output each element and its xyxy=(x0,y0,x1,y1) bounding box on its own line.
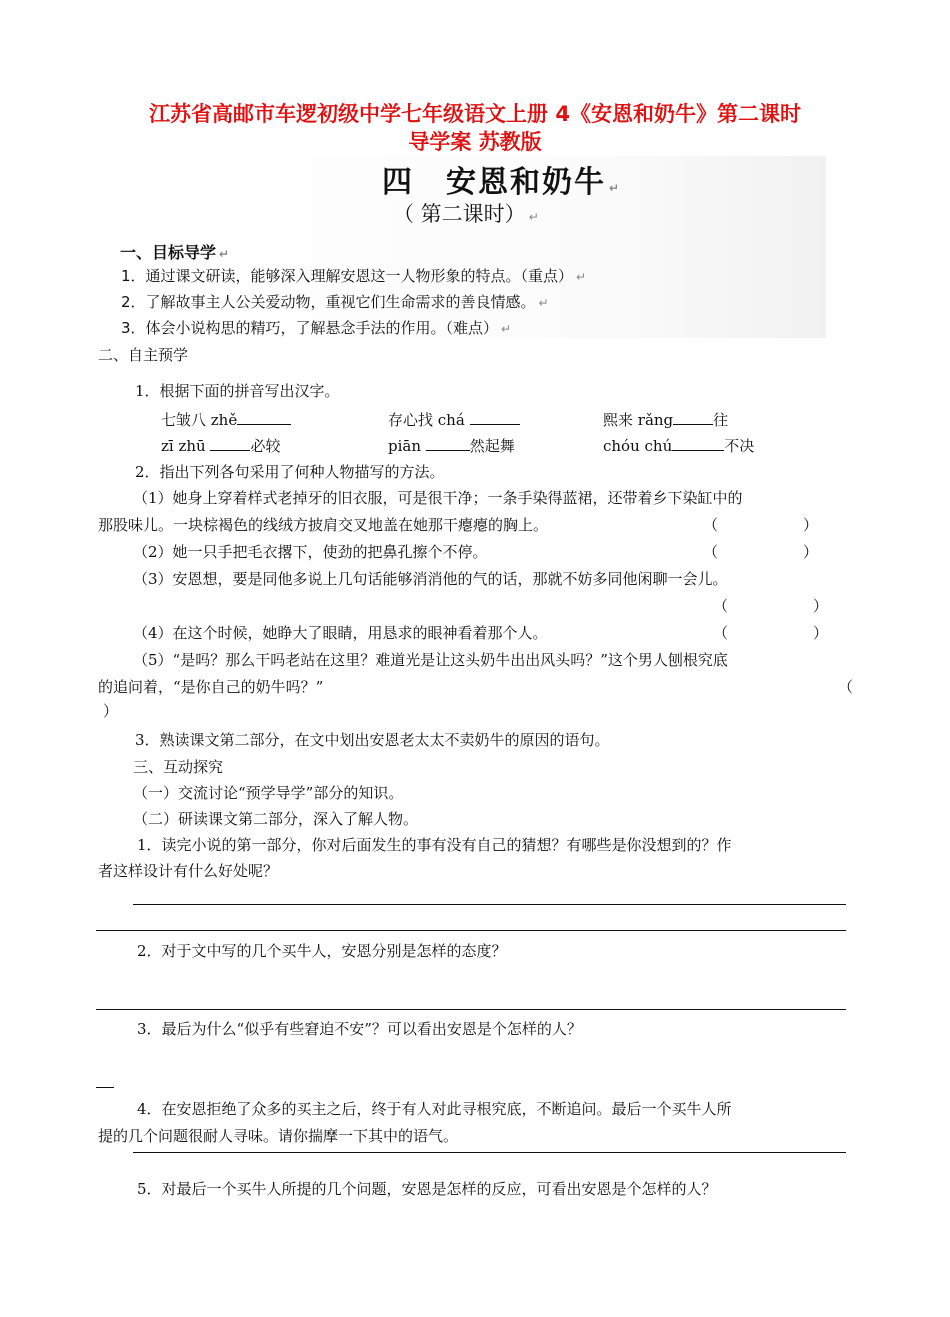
answer-paren-open: （ xyxy=(713,597,729,615)
answer-line xyxy=(96,930,846,931)
pinyin-item: piān 然起舞 xyxy=(388,437,515,455)
pinyin-item: 熙来 rǎng 往 xyxy=(603,411,729,429)
document-title-line-2: 导学案 苏教版 xyxy=(408,130,542,154)
question-prompt: 4．在安恩拒绝了众多的买主之后，终于有人对此寻根究底，不断追问。最后一个买牛人所 xyxy=(137,1100,732,1118)
question-prompt: 2．指出下列各句采用了何种人物描写的方法。 xyxy=(135,463,445,481)
sentence-item: （1）她身上穿着样式老掉牙的旧衣服，可是很干净；一条手染得蓝裙，还带着乡下染缸中的 xyxy=(133,489,743,507)
answer-line xyxy=(133,904,846,905)
question-prompt: 1．读完小说的第一部分，你对后面发生的事有没有自己的猜想？有哪些是你没想到的？作 xyxy=(137,836,732,854)
answer-paren-close: ） xyxy=(813,624,829,642)
answer-paren-open: （ xyxy=(703,516,719,534)
document-title-line-1: 江苏省高邮市车逻初级中学七年级语文上册 4《安恩和奶牛》第二课时 xyxy=(149,102,801,126)
pinyin-item: 七皱八 zhě xyxy=(161,409,291,431)
question-prompt: 2．对于文中写的几个买牛人，安恩分别是怎样的态度？ xyxy=(137,942,507,960)
sentence-item: （3）安恩想，要是同他多说上几句话能够消消他的气的话，那就不妨多同他闲聊一会儿。 xyxy=(133,570,728,588)
sub-heading: （一）交流讨论“预学导学”部分的知识。 xyxy=(133,784,404,802)
sentence-item: （5）“是吗？那么干吗老站在这里？难道光是让这头奶牛出出风头吗？”这个男人刨根究底 xyxy=(133,651,728,669)
sub-heading: （二）研读课文第二部分，深入了解人物。 xyxy=(133,810,419,828)
answer-paren-open: （ xyxy=(703,543,719,561)
sentence-item: （2）她一只手把毛衣撂下，使劲的把鼻孔擦个不停。 xyxy=(133,543,488,561)
section-heading-explore: 三、互动探究 xyxy=(133,758,224,776)
question-prompt: 5．对最后一个买牛人所提的几个问题，安恩是怎样的反应，可看出安恩是个怎样的人？ xyxy=(137,1180,717,1198)
answer-paren-close: ） xyxy=(813,597,829,615)
sentence-item: 的追问着，“是你自己的奶牛吗？” xyxy=(98,678,324,696)
lesson-title: 四 安恩和奶牛 ↵ xyxy=(382,165,622,200)
answer-paren-close: ） xyxy=(103,702,119,720)
section-heading-preview: 二、自主预学 xyxy=(98,346,189,364)
answer-paren-close: ） xyxy=(803,543,819,561)
objective-item: 3．体会小说构思的精巧，了解悬念手法的作用。（难点） ↵ xyxy=(121,319,512,337)
question-prompt: 提的几个问题很耐人寻味。请你揣摩一下其中的语气。 xyxy=(98,1127,459,1145)
answer-paren-close: ） xyxy=(803,516,819,534)
answer-line xyxy=(96,1009,846,1010)
question-prompt: 3．最后为什么“似乎有些窘迫不安”？可以看出安恩是个怎样的人？ xyxy=(137,1020,582,1038)
pinyin-item: zī zhū 必较 xyxy=(161,437,281,455)
pinyin-item: chóu chú 不决 xyxy=(603,437,755,455)
answer-line xyxy=(133,1152,846,1153)
sentence-item: 那股味儿。一块棕褐色的线绒方披肩交叉地盖在她那干瘪瘪的胸上。 xyxy=(98,516,549,534)
question-prompt: 1．根据下面的拼音写出汉字。 xyxy=(135,382,340,400)
answer-paren-open: （ xyxy=(838,678,854,696)
objective-item: 1．通过课文研读，能够深入理解安恩这一人物形象的特点。（重点） ↵ xyxy=(121,267,587,285)
pinyin-item: 存心找 chá xyxy=(388,409,520,431)
section-heading-objectives: 一、目标导学 ↵ xyxy=(120,243,230,262)
question-prompt: 3．熟读课文第二部分，在文中划出安恩老太太不卖奶牛的原因的语句。 xyxy=(135,731,610,749)
objective-item: 2．了解故事主人公关爱动物，重视它们生命需求的善良情感。 ↵ xyxy=(121,293,549,311)
lesson-subtitle: （ 第二课时） ↵ xyxy=(393,202,539,226)
sentence-item: （4）在这个时候，她睁大了眼睛，用恳求的眼神看着那个人。 xyxy=(133,624,548,642)
answer-paren-open: （ xyxy=(713,624,729,642)
question-prompt: 者这样设计有什么好处呢？ xyxy=(98,862,279,880)
answer-line xyxy=(96,1087,114,1088)
